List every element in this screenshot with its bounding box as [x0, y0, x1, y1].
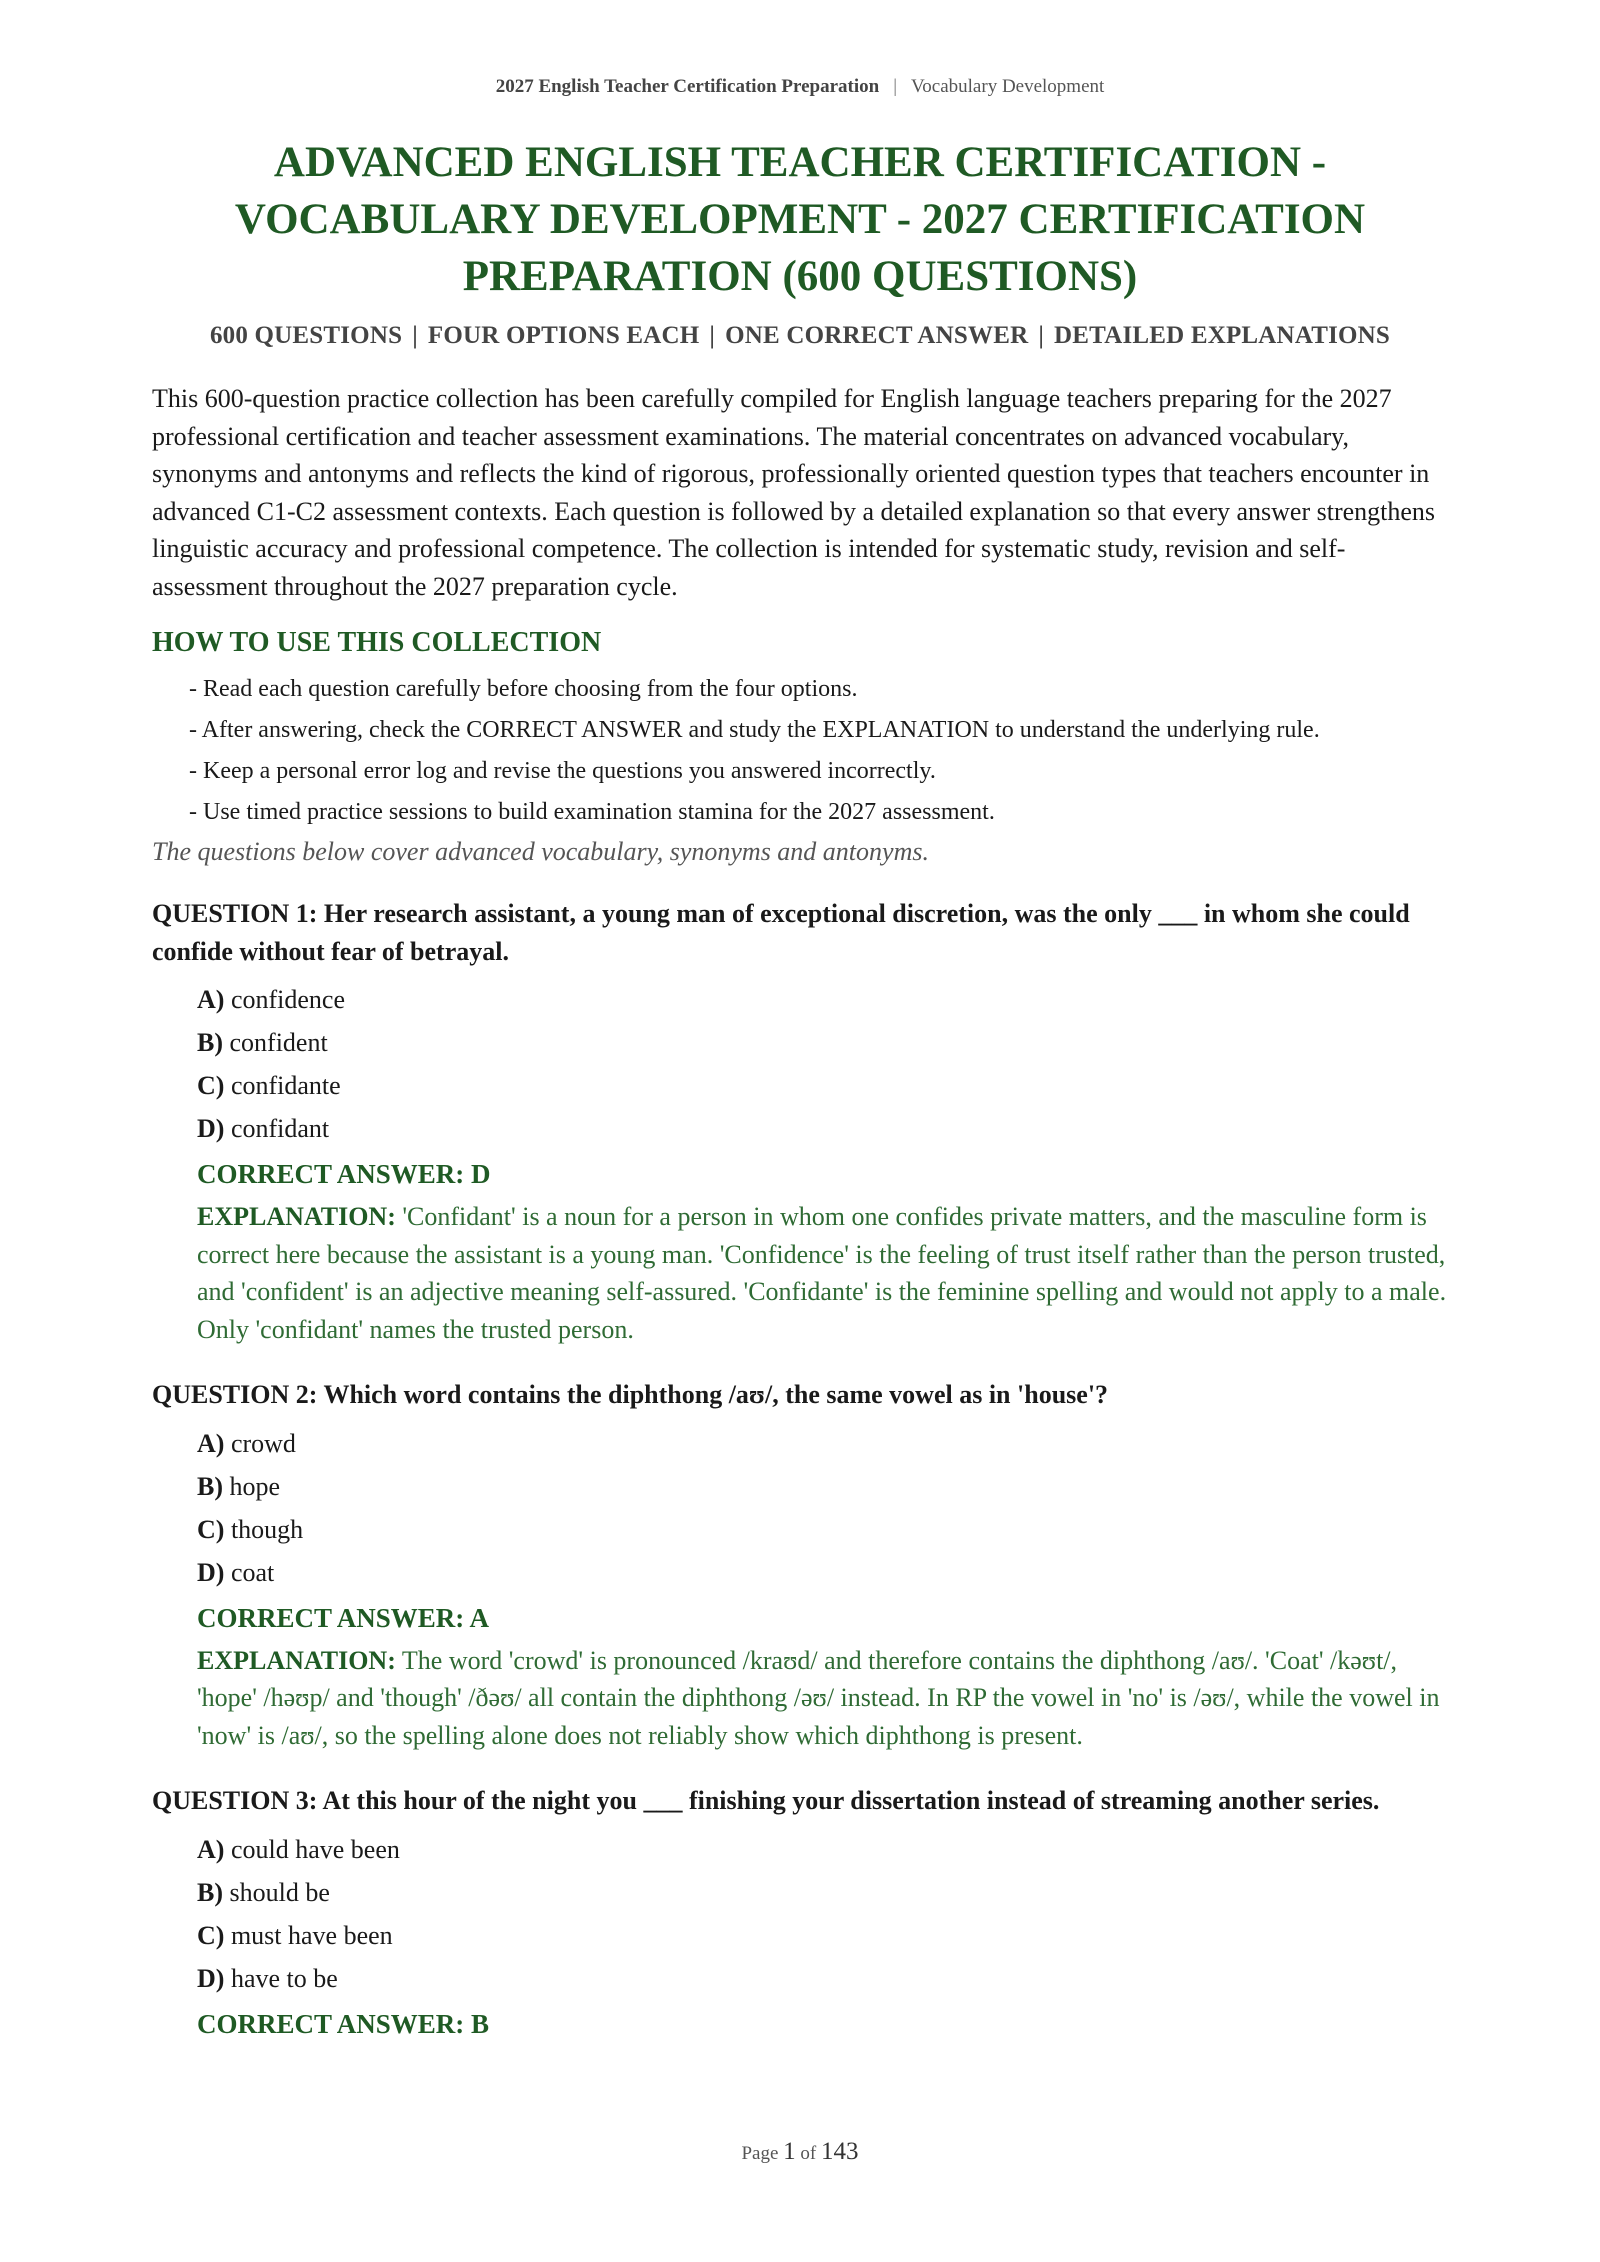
howto-item: - After answering, check the CORRECT ANSWER and study the EXPLANATION to understand the underlying rule.	[189, 717, 1320, 743]
option-text: crowd	[230, 1428, 296, 1458]
option-item	[197, 1914, 1448, 1957]
option-text: confidante	[230, 1071, 341, 1100]
option-item	[197, 1422, 1448, 1465]
option-letter: B)	[197, 1028, 223, 1057]
subtitle-item: FOUR OPTIONS EACH	[427, 322, 700, 349]
explanation	[152, 1198, 1448, 1348]
option-letter: C)	[197, 1514, 225, 1544]
subtitle-separator: |	[412, 322, 418, 349]
option-letter: A)	[197, 985, 225, 1014]
page-content	[152, 380, 1448, 2044]
option-item	[197, 1508, 1448, 1551]
option-letter: D)	[197, 1963, 225, 1993]
header-left: 2027 English Teacher Certification Preparation	[495, 76, 880, 97]
subtitle-item: ONE CORRECT ANSWER	[725, 322, 1029, 349]
option-letter: D)	[197, 1557, 225, 1587]
correct-answer: CORRECT ANSWER: B	[197, 2008, 490, 2039]
option-list	[152, 978, 1448, 1150]
page-footer	[0, 2138, 1600, 2166]
option-item	[197, 1021, 1448, 1064]
explanation	[152, 1642, 1448, 1755]
question-text: QUESTION 3: At this hour of the night you ___ finishing your dissertation instead of streaming another series.	[152, 1786, 1380, 1815]
subtitle-separator: |	[1038, 322, 1045, 349]
howto-heading: HOW TO USE THIS COLLECTION	[152, 627, 602, 658]
option-text: confidant	[230, 1114, 330, 1143]
total-pages: 143	[821, 2138, 859, 2165]
option-item	[197, 1107, 1448, 1150]
subtitle-item: 600 QUESTIONS	[209, 322, 403, 349]
subtitle-banner	[0, 322, 1600, 350]
option-letter: C)	[197, 1071, 225, 1100]
option-text: hope	[229, 1471, 281, 1501]
option-list	[152, 1422, 1448, 1594]
document-title: ADVANCED ENGLISH TEACHER CERTIFICATION - VOCABULARY DEVELOPMENT - 2027 CERTIFICATION PREPARATION (600 QUESTIONS)	[234, 139, 1366, 300]
explanation-label: EXPLANATION:	[197, 1645, 396, 1675]
option-letter: A)	[197, 1834, 225, 1864]
option-text: could have been	[230, 1834, 400, 1864]
explanation-text: 'Confidant' is a noun for a person in whom one confides private matters, and the masculine form is correct here because the assistant is a young man. 'Confidence' is the feeling of trust itself rather than the person trusted, and 'confident' is an adjective meaning self-assured. 'Confidante' is the feminine spelling and would not apply to a male. Only 'confidant' names the trusted person.	[197, 1202, 1447, 1344]
explanation-text: The word 'crowd' is pronounced /kraʊd/ and therefore contains the diphthong /aʊ/. 'Coat' /kəʊt/, 'hope' /həʊp/ and 'though' /ðəʊ/ all contain the diphthong /əʊ/ instead. In RP the vowel in 'no' is /əʊ/, while the vowel in 'now' is /aʊ/, so the spelling alone does not reliably show which diphthong is present.	[197, 1645, 1440, 1750]
option-item	[197, 978, 1448, 1021]
howto-item: - Use timed practice sessions to build examination stamina for the 2027 assessment.	[189, 799, 995, 825]
option-text: have to be	[230, 1963, 338, 1993]
option-text: though	[230, 1514, 304, 1544]
option-letter: C)	[197, 1920, 225, 1950]
option-text: must have been	[230, 1920, 393, 1950]
question-text: QUESTION 2: Which word contains the diphthong /aʊ/, the same vowel as in 'house'?	[152, 1380, 1109, 1409]
question-block	[152, 1782, 1448, 2044]
option-item	[197, 1551, 1448, 1594]
question-block	[152, 895, 1448, 1348]
subtitle-separator: |	[709, 322, 716, 349]
page-word: Page	[741, 2143, 779, 2164]
intro-paragraph: This 600-question practice collection has been carefully compiled for English language teachers preparing for the 2027 professional certification and teacher assessment examinations. The material concentrates on advanced vocabulary, synonyms and antonyms and reflects the kind of rigorous, professionally oriented question types that teachers encounter in advanced C1-C2 assessment contexts. Each question is followed by a detailed explanation so that every answer strengthens linguistic accuracy and professional competence. The collection is intended for systematic study, revision and self-assessment throughout the 2027 preparation cycle.	[152, 384, 1436, 601]
option-item	[197, 1828, 1448, 1871]
option-text: confident	[229, 1028, 328, 1057]
option-text: coat	[230, 1557, 275, 1587]
option-letter: A)	[197, 1428, 225, 1458]
option-item	[197, 1465, 1448, 1508]
questions-note: The questions below cover advanced vocabulary, synonyms and antonyms.	[152, 837, 929, 866]
option-list	[152, 1828, 1448, 2000]
option-text: confidence	[230, 985, 345, 1014]
option-text: should be	[229, 1877, 330, 1907]
option-item	[197, 1957, 1448, 2000]
option-letter: B)	[197, 1877, 223, 1907]
howto-item: - Read each question carefully before choosing from the four options.	[189, 676, 858, 702]
question-block	[152, 1376, 1448, 1754]
subtitle-item: DETAILED EXPLANATIONS	[1054, 322, 1391, 349]
option-item	[197, 1064, 1448, 1107]
header-separator: |	[893, 76, 898, 97]
current-page-number: 1	[783, 2138, 796, 2165]
of-word: of	[800, 2143, 817, 2164]
option-letter: B)	[197, 1471, 223, 1501]
option-item	[197, 1871, 1448, 1914]
question-text: QUESTION 1: Her research assistant, a young man of exceptional discretion, was the only ___ in whom she could confide without fear of betrayal.	[152, 899, 1410, 966]
howto-list	[152, 671, 1448, 831]
header-right: Vocabulary Development	[911, 76, 1105, 97]
running-header	[0, 76, 1600, 98]
correct-answer: CORRECT ANSWER: A	[197, 1602, 490, 1633]
howto-item: - Keep a personal error log and revise the questions you answered incorrectly.	[189, 758, 936, 784]
explanation-label: EXPLANATION:	[197, 1202, 396, 1231]
option-letter: D)	[197, 1114, 225, 1143]
correct-answer: CORRECT ANSWER: D	[197, 1159, 491, 1189]
